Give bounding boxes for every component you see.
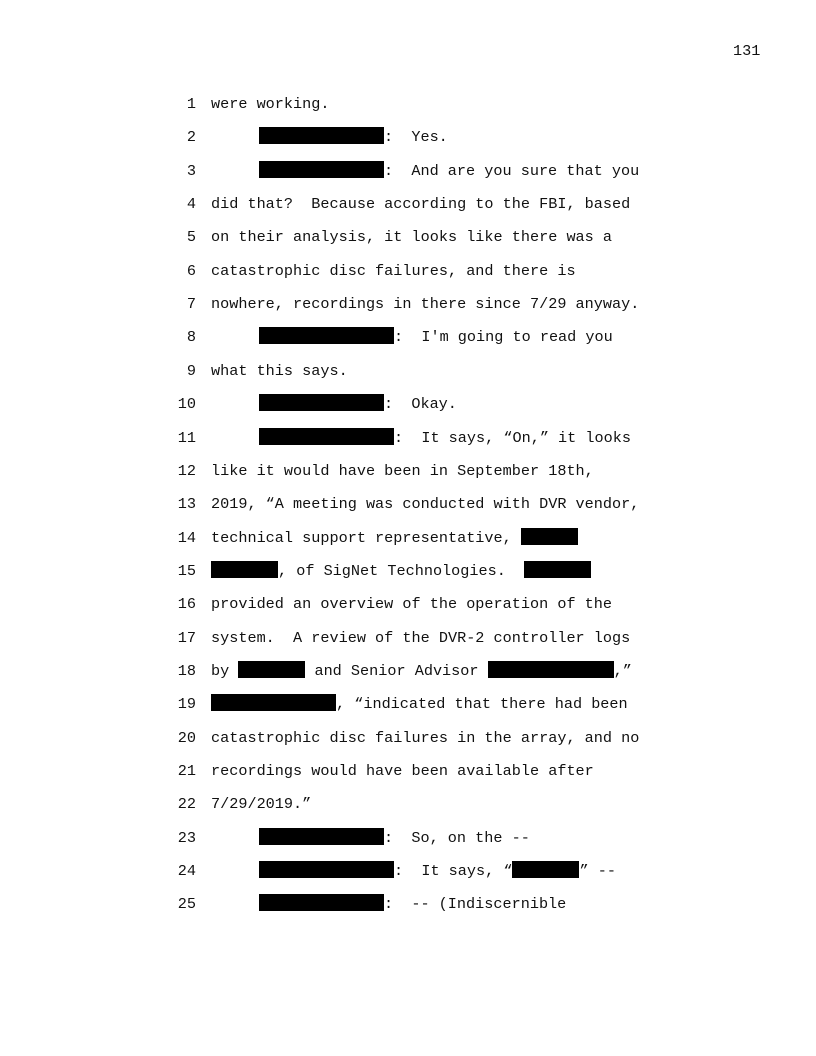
line-text xyxy=(259,894,566,914)
redaction-block xyxy=(521,528,578,545)
text-segment: : Okay. xyxy=(384,395,457,414)
line-number: 20 xyxy=(177,728,196,747)
line-number: 15 xyxy=(177,561,196,580)
text-segment: and Senior Advisor xyxy=(305,661,488,680)
line-number: 7 xyxy=(186,295,196,314)
line-text xyxy=(211,194,630,214)
text-segment: : It says, “ xyxy=(394,862,513,881)
line-number: 2 xyxy=(186,128,196,147)
line-text xyxy=(211,461,594,481)
line-text xyxy=(259,127,448,147)
line-number: 6 xyxy=(186,261,196,280)
text-segment: recordings would have been available after xyxy=(211,762,594,780)
text-segment: : -- (Indiscernible xyxy=(384,895,567,914)
line-number: 19 xyxy=(177,695,196,714)
text-segment: : Yes. xyxy=(384,128,448,147)
line-text xyxy=(211,528,578,548)
line-number: 10 xyxy=(177,395,196,414)
text-segment: what this says. xyxy=(211,361,348,380)
text-segment: : I'm going to read you xyxy=(394,328,613,347)
line-text xyxy=(211,761,594,781)
redaction-block xyxy=(259,861,394,878)
text-segment: ” -- xyxy=(579,862,616,881)
redaction-block xyxy=(259,894,384,911)
text-segment: were working. xyxy=(211,95,330,113)
line-text xyxy=(259,828,530,848)
line-text xyxy=(211,628,630,648)
line-text xyxy=(211,594,612,614)
line-number: 24 xyxy=(177,862,196,881)
line-number: 11 xyxy=(177,428,196,447)
redaction-block xyxy=(238,661,305,678)
line-text xyxy=(211,561,591,581)
redaction-block xyxy=(259,161,384,178)
line-number: 5 xyxy=(186,228,196,247)
text-segment: on their analysis, it looks like there was a xyxy=(211,228,613,247)
redaction-block xyxy=(259,828,384,845)
text-segment: provided an overview of the operation of the xyxy=(211,595,613,614)
text-segment: ,” xyxy=(613,661,632,680)
line-number: 25 xyxy=(177,895,196,914)
line-text xyxy=(259,861,616,881)
line-number: 9 xyxy=(186,361,196,380)
line-number: 22 xyxy=(177,795,196,814)
redaction-block xyxy=(524,561,591,578)
line-text xyxy=(211,227,612,247)
redaction-block xyxy=(488,661,614,678)
redaction-block xyxy=(512,861,579,878)
line-text xyxy=(211,261,576,281)
line-number: 8 xyxy=(186,328,196,347)
text-segment: , of SigNet Technologies. xyxy=(278,561,525,580)
line-number: 4 xyxy=(186,195,196,214)
line-text xyxy=(211,294,639,314)
redaction-block xyxy=(211,694,336,711)
line-text xyxy=(211,694,628,714)
redaction-block xyxy=(211,561,278,578)
line-number: 23 xyxy=(177,828,196,847)
text-segment: 2019, “A meeting was conducted with DVR vendor, xyxy=(211,495,640,514)
text-segment: by xyxy=(211,661,239,680)
text-segment: catastrophic disc failures, and there is xyxy=(211,261,576,280)
text-segment: technical support representative, xyxy=(211,528,521,547)
line-number: 17 xyxy=(177,628,196,647)
text-segment: : And are you sure that you xyxy=(384,161,640,180)
text-segment: system. A review of the DVR-2 controller logs xyxy=(211,628,631,647)
redaction-block xyxy=(259,327,394,344)
line-number: 14 xyxy=(177,528,196,547)
text-segment: nowhere, recordings in there since 7/29 anyway. xyxy=(211,295,640,314)
line-text xyxy=(259,161,639,181)
text-segment: did that? Because according to the FBI, based xyxy=(211,195,631,214)
line-text xyxy=(211,494,639,514)
line-text xyxy=(259,428,631,448)
line-number: 16 xyxy=(177,595,196,614)
page-number: 131 xyxy=(733,42,761,60)
line-number: 13 xyxy=(177,495,196,514)
text-segment: , “indicated that there had been xyxy=(336,695,628,714)
redaction-block xyxy=(259,394,384,411)
line-number: 12 xyxy=(177,461,196,480)
text-segment: 7/29/2019.” xyxy=(211,795,312,814)
text-segment: like it would have been in September 18th, xyxy=(211,461,594,480)
text-segment: : So, on the -- xyxy=(384,828,530,847)
line-text xyxy=(211,94,329,114)
line-text xyxy=(211,361,348,381)
line-number: 3 xyxy=(186,161,196,180)
line-number: 18 xyxy=(177,661,196,680)
line-number: 1 xyxy=(186,95,196,113)
line-text xyxy=(259,394,457,414)
text-segment: catastrophic disc failures in the array, and no xyxy=(211,728,640,747)
line-text xyxy=(259,327,613,347)
line-text xyxy=(211,661,632,681)
line-text xyxy=(211,728,639,748)
redaction-block xyxy=(259,428,394,445)
line-number: 21 xyxy=(177,762,196,780)
redaction-block xyxy=(259,127,384,144)
text-segment: : It says, “On,” it looks xyxy=(394,428,631,447)
line-text xyxy=(211,794,311,814)
